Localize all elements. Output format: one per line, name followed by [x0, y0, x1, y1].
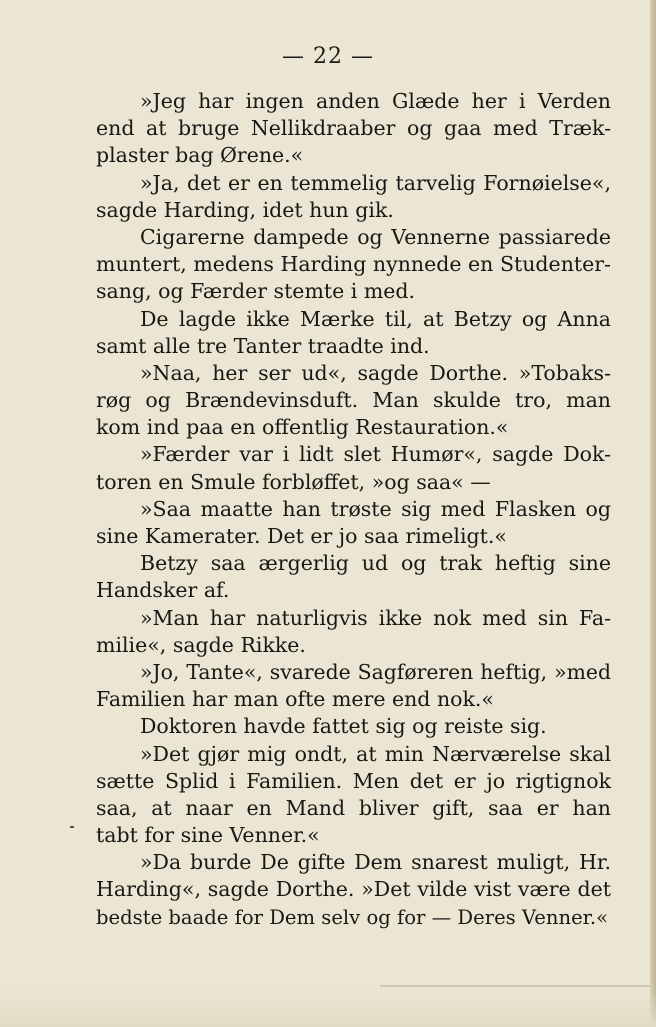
text-line: røg og Brændevinsduft. Man skulde tro, man	[96, 388, 611, 413]
text-line: Doktoren havde fattet sig og reiste sig.	[140, 714, 547, 739]
text-line: De lagde ikke Mærke til, at Betzy og Anna	[140, 306, 611, 331]
text-line: Familien har man ofte mere end nok.«	[96, 687, 494, 712]
text-line: »Jo, Tante«, svarede Sagføreren heftig, »med	[140, 659, 611, 684]
text-line: bedste baade for Dem selv og for — Deres Venner.«	[96, 905, 609, 929]
bottom-crease	[380, 985, 650, 987]
page-number: — 22 —	[282, 44, 374, 69]
text-line: sætte Splid i Familien. Men det er jo rigtignok	[96, 768, 611, 793]
text-line: »Færder var i lidt slet Humør«, sagde Dok-	[140, 442, 611, 467]
text-line: toren en Smule forbløffet, »og saa« —	[96, 469, 491, 494]
text-line: »Jeg har ingen anden Glæde her i Verden	[140, 89, 611, 113]
text-line: Betzy saa ærgerlig ud og trak heftig sine	[140, 551, 611, 576]
text-line: Cigarerne dampede og Vennerne passiarede	[140, 224, 611, 249]
text-line: Handsker af.	[96, 578, 230, 603]
text-line: sine Kamerater. Det er jo saa rimeligt.«	[96, 524, 507, 548]
text-line: Harding«, sagde Dorthe. »Det vilde vist være det	[96, 877, 611, 902]
text-line: milie«, sagde Rikke.	[96, 632, 306, 657]
page-edge-bottom	[0, 987, 656, 1027]
text-line: saa, at naar en Mand bliver gift, saa er han	[96, 795, 611, 820]
body-text	[96, 88, 611, 931]
margin-mark	[70, 826, 74, 828]
text-line: sagde Harding, idet hun gik.	[96, 197, 394, 222]
text-line: tabt for sine Venner.«	[96, 823, 320, 848]
text-line: plaster bag Ørene.«	[96, 143, 304, 168]
text-line: muntert, medens Harding nynnede en Studenter-	[96, 252, 611, 277]
text-line: kom ind paa en offentlig Restauration.«	[96, 415, 509, 440]
text-line: »Det gjør mig ondt, at min Nærværelse skal	[140, 741, 611, 766]
text-line: »Naa, her ser ud«, sagde Dorthe. »Tobaks-	[140, 360, 611, 385]
text-line: samt alle tre Tanter traadte ind.	[96, 333, 430, 358]
text-line: »Da burde De gifte Dem snarest muligt, Hr.	[140, 850, 611, 875]
text-line: end at bruge Nellikdraaber og gaa med Træk-	[96, 116, 611, 141]
page-edge-right	[650, 0, 656, 1027]
text-line: »Ja, det er en temmelig tarvelig Fornøielse«,	[140, 170, 611, 195]
text-line: »Saa maatte han trøste sig med Flasken og	[140, 496, 611, 521]
text-line: sang, og Færder stemte i med.	[96, 279, 416, 304]
text-line: »Man har naturligvis ikke nok med sin Fa-	[140, 605, 611, 630]
